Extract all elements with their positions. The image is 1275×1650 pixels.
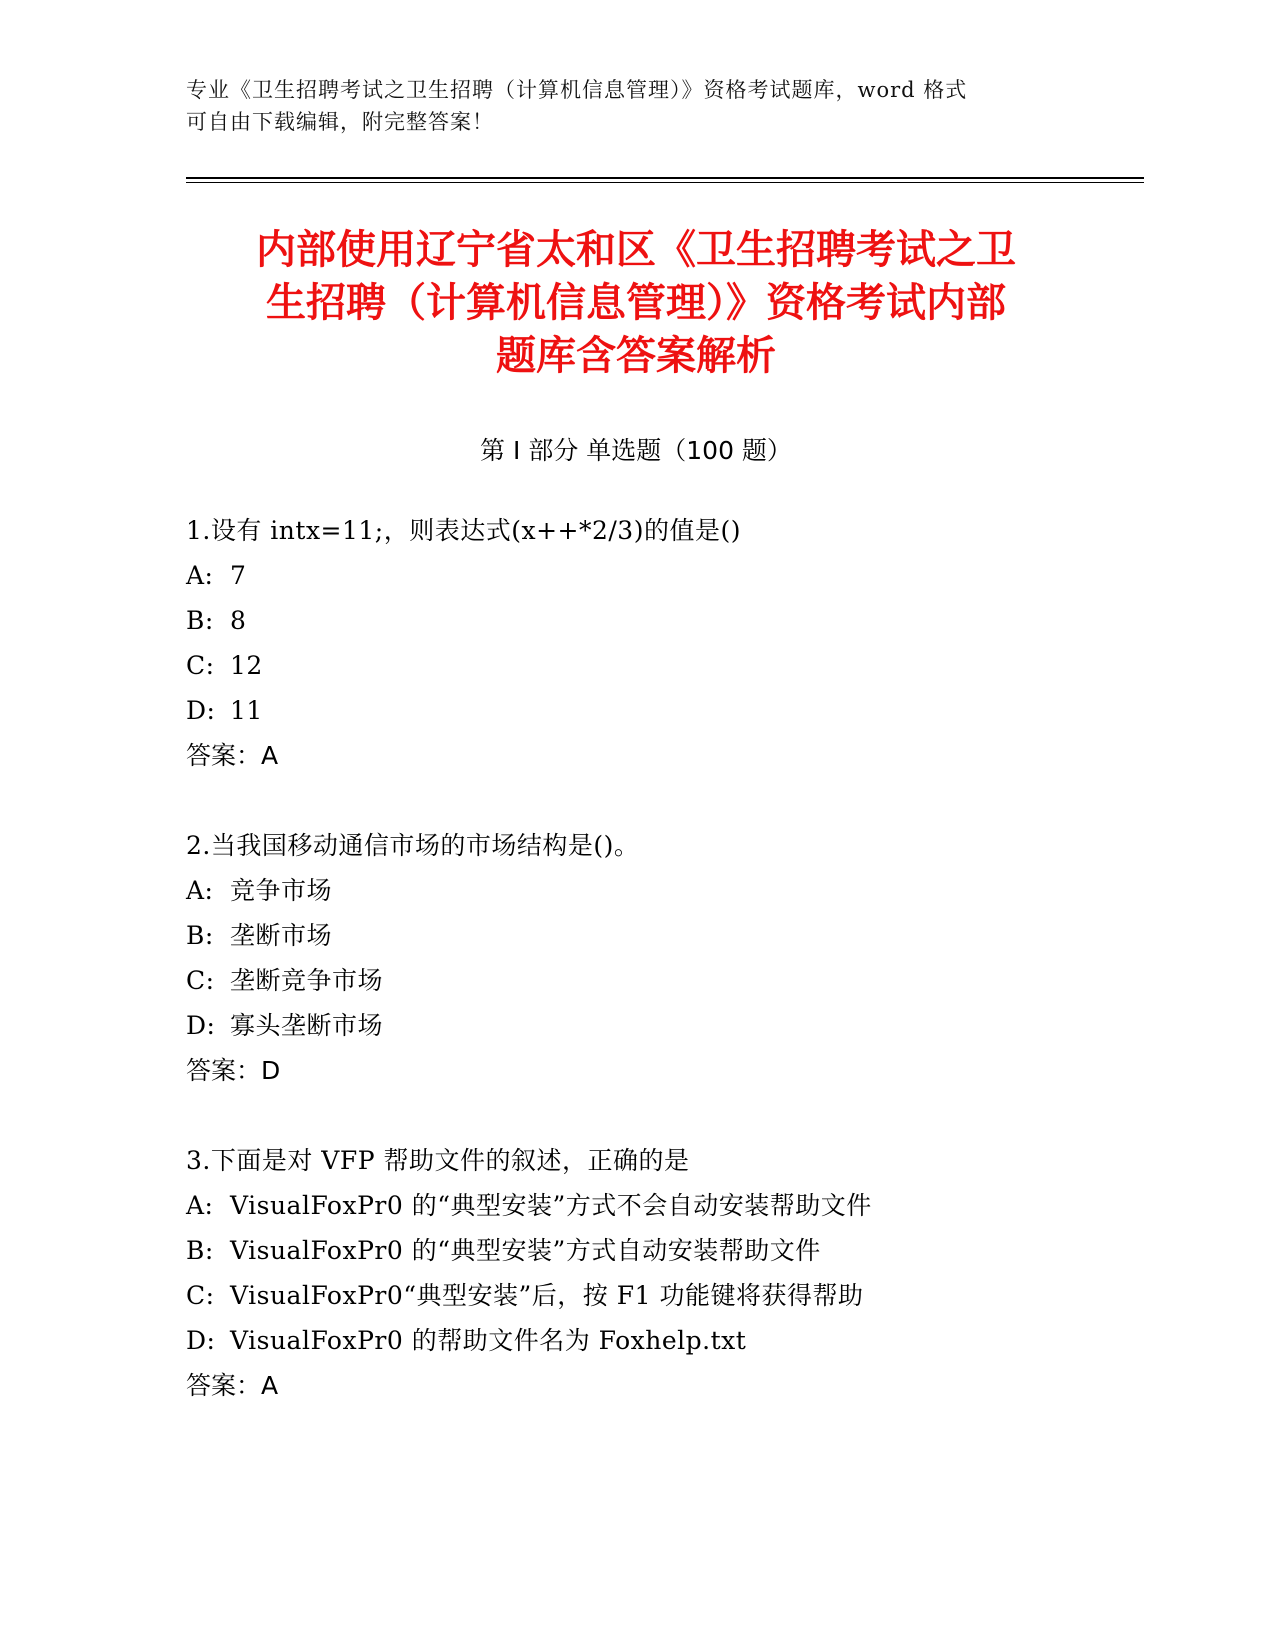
answer-label: 答案：A <box>186 1371 279 1400</box>
question-1 <box>186 508 1136 778</box>
option-a <box>186 868 1136 913</box>
option-text: 垄断市场 <box>230 921 333 950</box>
question-stem: 3.下面是对 VFP 帮助文件的叙述，正确的是 <box>186 1146 690 1175</box>
header-line-1: 专业《卫生招聘考试之卫生招聘（计算机信息管理）》资格考试题库，word 格式 <box>186 78 968 102</box>
option-c <box>186 643 1136 688</box>
option-letter: B: <box>186 1236 214 1265</box>
question-stem: 2.当我国移动通信市场的市场结构是()。 <box>186 831 640 860</box>
option-letter: C: <box>186 966 215 995</box>
title-line-2: 生招聘（计算机信息管理）》资格考试内部 <box>266 280 1006 326</box>
answer-label: 答案：D <box>186 1056 281 1085</box>
option-letter: C: <box>186 1281 215 1310</box>
option-text: 寡头垄断市场 <box>230 1011 384 1040</box>
option-text: VisualFoxPr0 的“典型安装”方式自动安装帮助文件 <box>230 1236 821 1265</box>
option-letter: D: <box>186 1011 216 1040</box>
header-divider-thin <box>186 182 1144 183</box>
option-d <box>186 1318 1136 1363</box>
option-letter: D: <box>186 696 216 725</box>
option-letter: D: <box>186 1326 216 1355</box>
title-line-1: 内部使用辽宁省太和区《卫生招聘考试之卫 <box>256 227 1016 273</box>
option-c <box>186 958 1136 1003</box>
option-b <box>186 1228 1136 1273</box>
option-letter: B: <box>186 606 214 635</box>
option-b <box>186 598 1136 643</box>
option-d <box>186 688 1136 733</box>
option-b <box>186 913 1136 958</box>
option-letter: A: <box>186 1191 214 1220</box>
option-text: 7 <box>230 561 247 590</box>
option-letter: A: <box>186 876 214 905</box>
document-title <box>186 224 1086 383</box>
header-line-2: 可自由下载编辑，附完整答案！ <box>186 110 494 134</box>
option-a <box>186 553 1136 598</box>
option-text: 8 <box>230 606 247 635</box>
question-2 <box>186 823 1136 1093</box>
question-3 <box>186 1138 1136 1408</box>
option-d <box>186 1003 1136 1048</box>
option-text: 竞争市场 <box>230 876 333 905</box>
section-title: 第 I 部分 单选题（100 题） <box>480 436 792 465</box>
option-c <box>186 1273 1136 1318</box>
question-stem: 1.设有 intx=11;，则表达式(x++*2/3)的值是() <box>186 516 741 545</box>
option-text: VisualFoxPr0 的帮助文件名为 Foxhelp.txt <box>230 1326 747 1355</box>
option-text: VisualFoxPr0 的“典型安装”方式不会自动安装帮助文件 <box>230 1191 872 1220</box>
option-letter: C: <box>186 651 215 680</box>
answer-label: 答案：A <box>186 741 279 770</box>
option-text: 12 <box>230 651 263 680</box>
option-text: 11 <box>230 696 263 725</box>
title-line-3: 题库含答案解析 <box>496 333 776 379</box>
option-letter: A: <box>186 561 214 590</box>
header-divider-thick <box>186 177 1144 179</box>
option-a <box>186 1183 1136 1228</box>
document-header <box>186 74 1086 138</box>
option-text: 垄断竞争市场 <box>230 966 384 995</box>
option-letter: B: <box>186 921 214 950</box>
option-text: VisualFoxPr0“典型安装”后，按 F1 功能键将获得帮助 <box>230 1281 864 1310</box>
